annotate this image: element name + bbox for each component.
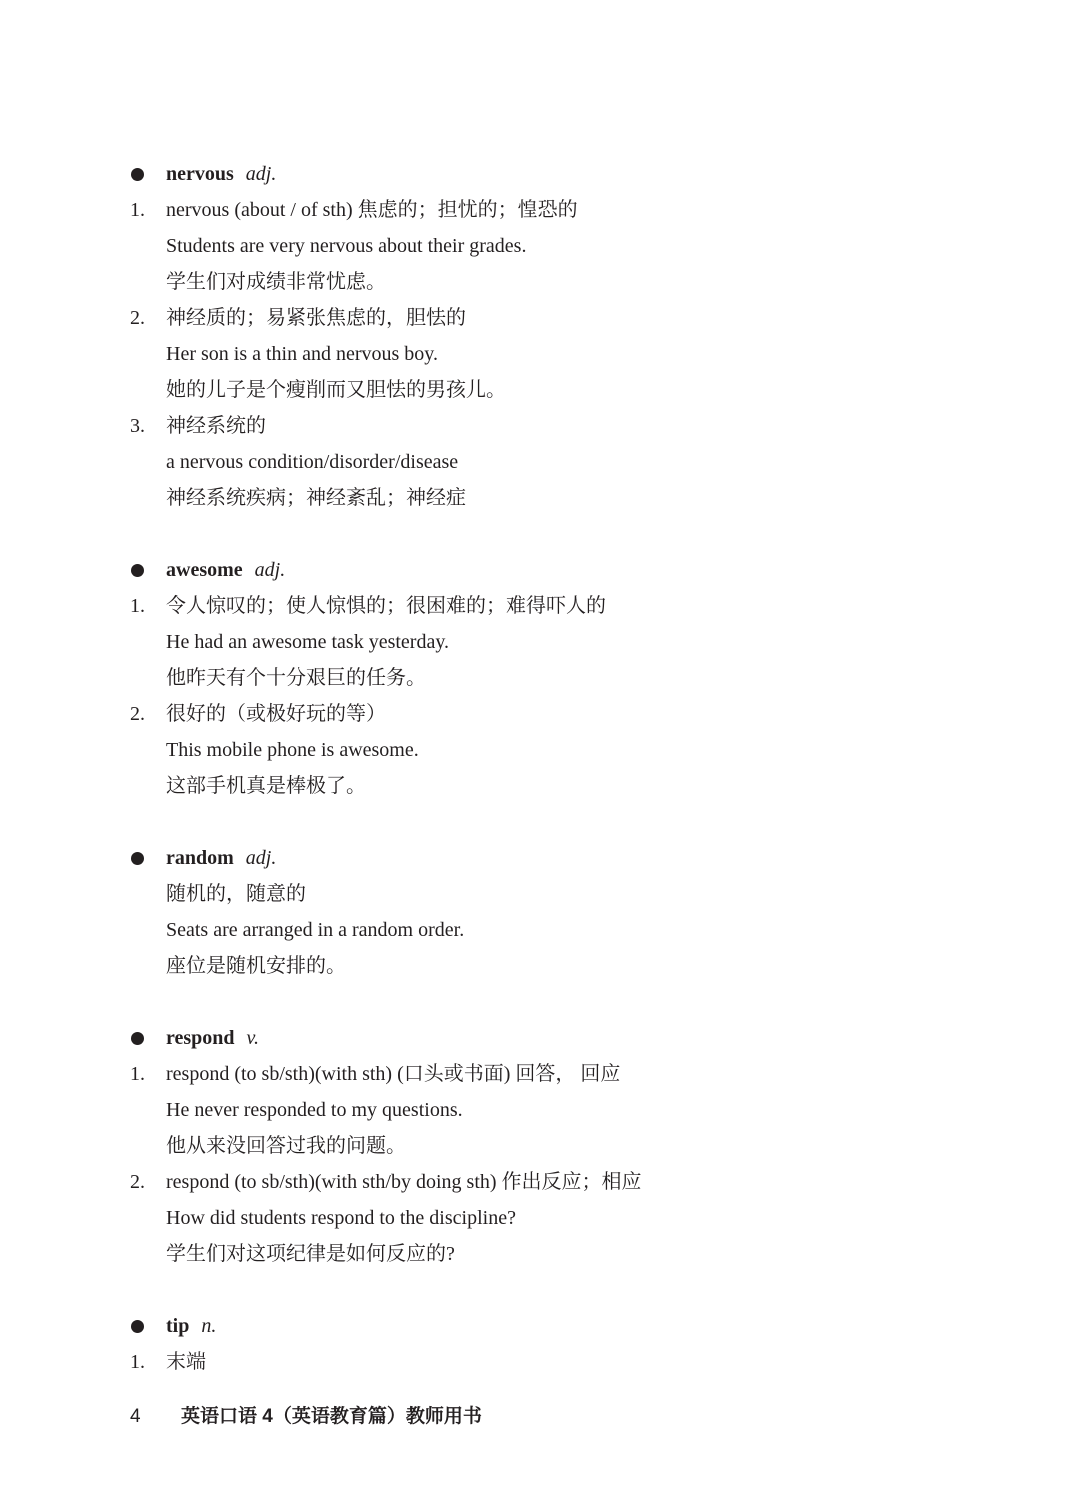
sense-number: 2. [130, 703, 145, 725]
example-chinese [0, 372, 1083, 408]
example-english-text: He never responded to my questions. [166, 1099, 463, 1121]
bullet-icon [131, 168, 144, 181]
sense-definition [0, 588, 1083, 624]
headword: awesome [166, 559, 243, 581]
part-of-speech: v. [246, 1027, 259, 1049]
example-english-text: a nervous condition/disorder/disease [166, 451, 459, 473]
entry-spacer [0, 1272, 1083, 1308]
sense-definition [0, 1056, 1083, 1092]
entry-headword [0, 1020, 1083, 1056]
vocabulary-list [0, 156, 1083, 1380]
example-chinese [0, 1128, 1083, 1164]
bullet-icon [131, 852, 144, 865]
example-english [0, 912, 1083, 948]
example-chinese-text: 他从来没回答过我的问题。 [166, 1135, 406, 1157]
example-english [0, 336, 1083, 372]
example-chinese-text: 她的儿子是个瘦削而又胆怯的男孩儿。 [166, 379, 506, 401]
example-english [0, 1092, 1083, 1128]
entry-headword [0, 552, 1083, 588]
definition-text: 末端 [166, 1351, 206, 1373]
example-english [0, 228, 1083, 264]
headword: random [166, 847, 234, 869]
definition-text: 神经质的；易紧张焦虑的，胆怯的 [166, 307, 466, 329]
headword: respond [166, 1027, 235, 1049]
example-english-text: This mobile phone is awesome. [166, 739, 419, 761]
definition-text: respond (to sb/sth)(with sth/by doing sth) 作出反应；相应 [166, 1171, 642, 1193]
example-chinese-text: 座位是随机安排的。 [166, 955, 346, 977]
sense-number: 2. [130, 1171, 145, 1193]
example-english [0, 1200, 1083, 1236]
page-footer [0, 1401, 1083, 1433]
part-of-speech: n. [201, 1315, 217, 1337]
bullet-icon [131, 564, 144, 577]
entry-spacer [0, 516, 1083, 552]
sense-definition [0, 300, 1083, 336]
entry-spacer [0, 984, 1083, 1020]
definition-text: nervous (about / of sth) 焦虑的；担忧的；惶恐的 [166, 199, 578, 221]
part-of-speech: adj. [254, 559, 286, 581]
example-chinese-text: 神经系统疾病；神经紊乱；神经症 [166, 487, 466, 509]
part-of-speech: adj. [245, 847, 277, 869]
headword: nervous [166, 163, 234, 185]
example-chinese-text: 学生们对这项纪律是如何反应的? [166, 1243, 455, 1265]
definition-text: 很好的（或极好玩的等） [166, 703, 386, 725]
sense-number: 2. [130, 307, 145, 329]
sense-number: 3. [130, 415, 145, 437]
example-chinese [0, 480, 1083, 516]
sense-number: 1. [130, 199, 145, 221]
example-english-text: He had an awesome task yesterday. [166, 631, 450, 653]
example-chinese-text: 这部手机真是棒极了。 [166, 775, 366, 797]
bullet-icon [131, 1032, 144, 1045]
book-title: 英语口语 4（英语教育篇）教师用书 [181, 1406, 482, 1427]
example-english-text: Students are very nervous about their grades. [166, 235, 527, 257]
entry-headword [0, 1308, 1083, 1344]
sense-definition [0, 876, 1083, 912]
definition-text: 令人惊叹的；使人惊惧的；很困难的；难得吓人的 [166, 595, 606, 617]
sense-number: 1. [130, 595, 145, 617]
example-chinese [0, 660, 1083, 696]
definition-text: respond (to sb/sth)(with sth) (口头或书面) 回答， 回应 [166, 1063, 621, 1085]
example-chinese [0, 948, 1083, 984]
example-english [0, 444, 1083, 480]
example-chinese [0, 1236, 1083, 1272]
example-chinese-text: 学生们对成绩非常忧虑。 [166, 271, 386, 293]
part-of-speech: adj. [245, 163, 277, 185]
sense-definition [0, 192, 1083, 228]
entry-headword [0, 840, 1083, 876]
example-english [0, 732, 1083, 768]
example-english-text: How did students respond to the discipline? [166, 1207, 516, 1229]
example-english-text: Her son is a thin and nervous boy. [166, 343, 438, 365]
sense-definition [0, 1344, 1083, 1380]
example-english-text: Seats are arranged in a random order. [166, 919, 465, 941]
example-chinese [0, 768, 1083, 804]
sense-definition [0, 1164, 1083, 1200]
entry-spacer [0, 804, 1083, 840]
headword: tip [166, 1315, 190, 1337]
definition-text: 随机的，随意的 [166, 883, 306, 905]
sense-definition [0, 696, 1083, 732]
example-english [0, 624, 1083, 660]
sense-number: 1. [130, 1063, 145, 1085]
sense-number: 1. [130, 1351, 145, 1373]
entry-headword [0, 156, 1083, 192]
sense-definition [0, 408, 1083, 444]
bullet-icon [131, 1320, 144, 1333]
example-chinese [0, 264, 1083, 300]
page-number: 4 [130, 1406, 141, 1427]
definition-text: 神经系统的 [166, 415, 266, 437]
example-chinese-text: 他昨天有个十分艰巨的任务。 [166, 667, 426, 689]
